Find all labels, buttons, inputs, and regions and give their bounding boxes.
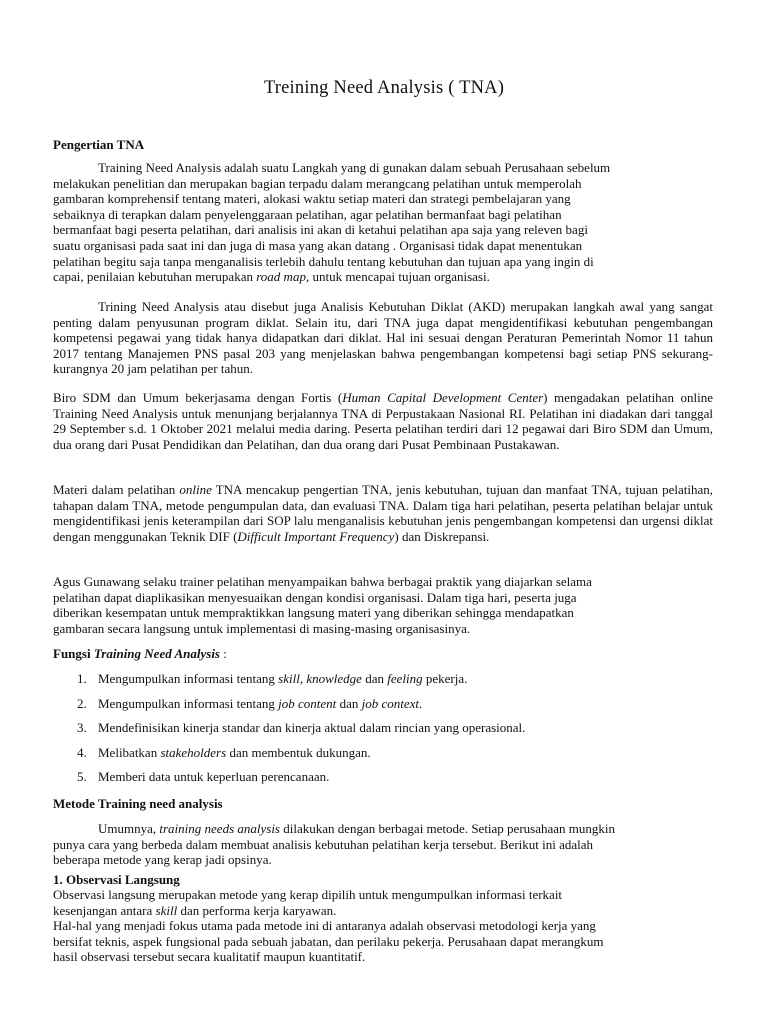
text-span: dan performa kerja karyawan. <box>177 902 337 918</box>
heading-observasi: 1. Observasi Langsung <box>53 872 180 887</box>
italic-term: skill <box>155 902 178 918</box>
paragraph-trining: Trining Need Analysis atau disebut juga Analisis Kebutuhan Diklat (AKD) merupakan langkah awal yang sangat penting dalam penyusunan program diklat. Selain itu, dari TNA juga dapat mengidentifikasi kebutuhan pengembangan kompetensi pegawai yang tidak hanya didapatkan dari diklat. Hal ini sesuai dengan Peraturan Pemerintah Nomor 11 tahun 2017 tentang Manajemen PNS pasal 203 yang menjelaskan bahwa pengembangan kompetensi bagi setiap PNS sekurang-kurangnya 20 jam pelatihan per tahun. <box>53 299 713 377</box>
text-line: beberapa metode yang kerap jadi opsinya. <box>53 852 272 868</box>
text-line: punya cara yang berbeda dalam membuat analisis kebutuhan pelatihan kerja tersebut. Berikut ini adalah <box>53 836 594 852</box>
italic-term: knowledge <box>306 671 362 686</box>
paragraph-umumnya <box>53 821 713 868</box>
fungsi-list <box>53 671 713 794</box>
text-line: hasil observasi tersebut secara kualitatif maupun kuantitatif. <box>53 949 366 965</box>
list-number: 4. <box>77 744 87 760</box>
text-line: Hal-hal yang menjadi fokus utama pada metode ini di antaranya adalah observasi metodologi kerja yang <box>53 918 596 934</box>
text-span: Biro SDM dan Umum bekerjasama dengan Fortis ( <box>53 390 343 405</box>
list-item <box>53 671 713 696</box>
text-span: capai, penilaian kebutuhan merupakan <box>53 269 257 285</box>
text-span: Mendefinisikan kinerja standar dan kinerja aktual dalam rincian yang operasional. <box>98 720 526 735</box>
list-item <box>53 745 713 770</box>
document-title: Treining Need Analysis ( TNA) <box>263 78 505 98</box>
list-item <box>53 769 713 794</box>
text-line: suatu organisasi pada saat ini dan juga di masa yang akan datang . Organisasi tidak dapat menentukan <box>53 237 583 253</box>
text-line: Agus Gunawang selaku trainer pelatihan menyampaikan bahwa berbagai praktik yang diajarkan selama <box>53 574 592 589</box>
text-line <box>53 821 713 837</box>
italic-term: Human Capital Development Center <box>342 390 544 405</box>
text-span: dan membentuk dukungan. <box>226 744 371 760</box>
text-span: Mengumpulkan informasi tentang <box>98 695 279 711</box>
text-line: gambaran komprehensif tentang materi, alokasi waktu setiap materi dan strategi pembelajaran yang <box>53 191 571 207</box>
list-item <box>53 696 713 721</box>
text-line <box>53 903 713 919</box>
text-span: dan <box>336 695 362 711</box>
italic-term: Difficult Important Frequency <box>237 528 395 544</box>
list-item <box>53 720 713 745</box>
text-line: Observasi langsung merupakan metode yang kerap dipilih untuk mengumpulkan informasi terkait <box>53 887 563 902</box>
text-line: sebaiknya di terapkan dalam penyelenggaraan pelatihan, agar pelatihan bermanfaat bagi pelatihan <box>53 206 562 222</box>
text-span: dan <box>361 671 388 686</box>
text-span: pekerja. <box>422 671 468 686</box>
text-span: Materi dalam pelatihan <box>53 482 180 497</box>
text-line: bersifat teknis, aspek fungsional pada sebuah jabatan, dan perilaku pekerja. Perusahaan dapat merangkum <box>53 933 604 949</box>
text-span: Memberi data untuk keperluan perencanaan. <box>98 769 330 784</box>
italic-term: job context <box>361 695 419 711</box>
text-line <box>53 269 713 285</box>
heading-metode: Metode Training need analysis <box>53 796 223 811</box>
paragraph-observasi <box>53 887 713 965</box>
text-span: TNA mencakup pengertian TNA, jenis kebutuhan, tujuan dan manfaat TNA, tujuan pelatihan, tahapan dalam TNA, metode pengumpulan data, dan evaluasi TNA. Dalam tiga hari pelatihan, peserta pelatihan belajar untuk mengidentifikasi jenis keterampilan dari SOP lalu menganalisis kebutuhan jenis pengembangan kompetensi dan urgensi diklat dengan menggunakan Teknik DIF ( <box>53 482 713 544</box>
text-span: ) dan Diskrepansi. <box>394 528 490 544</box>
heading-pengertian: Pengertian TNA <box>53 137 145 152</box>
text-span: Umumnya, <box>98 821 160 836</box>
paragraph-biro-sdm <box>53 390 713 452</box>
text-span: . <box>419 695 423 711</box>
text-line: pelatihan dapat diaplikasikan menyesuaikan dengan kondisi organisasi. Dalam tiga hari, peserta juga <box>53 589 577 605</box>
text-line: pelatihan begitu saja tanpa menganalisis terlebih dahulu tentang kebutuhan dan tujuan apa yang ingin di <box>53 253 594 269</box>
text-span: ) mengadakan pelatihan online Training Need Analysis untuk menunjang berjalannya TNA di Perpustakaan Nasional RI. Pelatihan ini diadakan dari tanggal 29 September s.d. 1 Oktober 2021 melalui media daring. Peserta pelatihan terdiri dari 12 pegawai dari Biro SDM dan Umum, dua orang dari Pusat Pendidikan dan Pelatihan, dan dua orang dari Pusat Pembinaan Pustakawan. <box>53 390 714 452</box>
text-span: kesenjangan antara <box>53 902 156 918</box>
text-span: untuk mencapai tujuan organisasi. <box>309 269 490 285</box>
list-number: 2. <box>77 695 87 711</box>
text-span: Mengumpulkan informasi tentang <box>98 671 279 686</box>
text-span: Melibatkan <box>98 744 161 760</box>
list-number: 5. <box>77 769 87 784</box>
text-line: Training Need Analysis adalah suatu Langkah yang di gunakan dalam sebuah Perusahaan sebelum <box>98 160 611 175</box>
paragraph-agus <box>53 574 713 636</box>
text-span: Fungsi <box>53 646 94 661</box>
italic-term: job content <box>278 695 337 711</box>
italic-term: stakeholders <box>160 744 227 760</box>
italic-term: feeling <box>387 671 423 686</box>
text-span: dilakukan dengan berbagai metode. Setiap perusahaan mungkin <box>280 821 616 836</box>
heading-fungsi <box>53 646 227 662</box>
text-line: diberikan kesempatan untuk mempraktikkan langsung materi yang diberikan sehingga mendapatkan <box>53 605 574 621</box>
list-number: 1. <box>77 671 87 686</box>
text-span: , <box>299 671 307 686</box>
paragraph-materi <box>53 482 713 544</box>
text-line: gambaran secara langsung untuk implementasi di masing-masing organisasinya. <box>53 620 471 636</box>
text-span: : <box>220 646 227 661</box>
italic-term: online <box>179 482 212 497</box>
italic-term: skill <box>278 671 300 686</box>
text-line: melakukan penelitian dan merupakan bagian terpadu dalam merangcang pelatihan untuk memperolah <box>53 175 582 191</box>
text-line: bermanfaat bagi peserta pelatihan, dari analisis ini akan di ketahui pelatihan apa saja yang releven bagi <box>53 222 588 238</box>
italic-term: training needs analysis <box>159 821 280 836</box>
list-number: 3. <box>77 720 87 735</box>
italic-term: Training Need Analysis <box>93 646 220 661</box>
italic-term: road map, <box>256 269 310 285</box>
paragraph-pengertian <box>53 160 713 285</box>
